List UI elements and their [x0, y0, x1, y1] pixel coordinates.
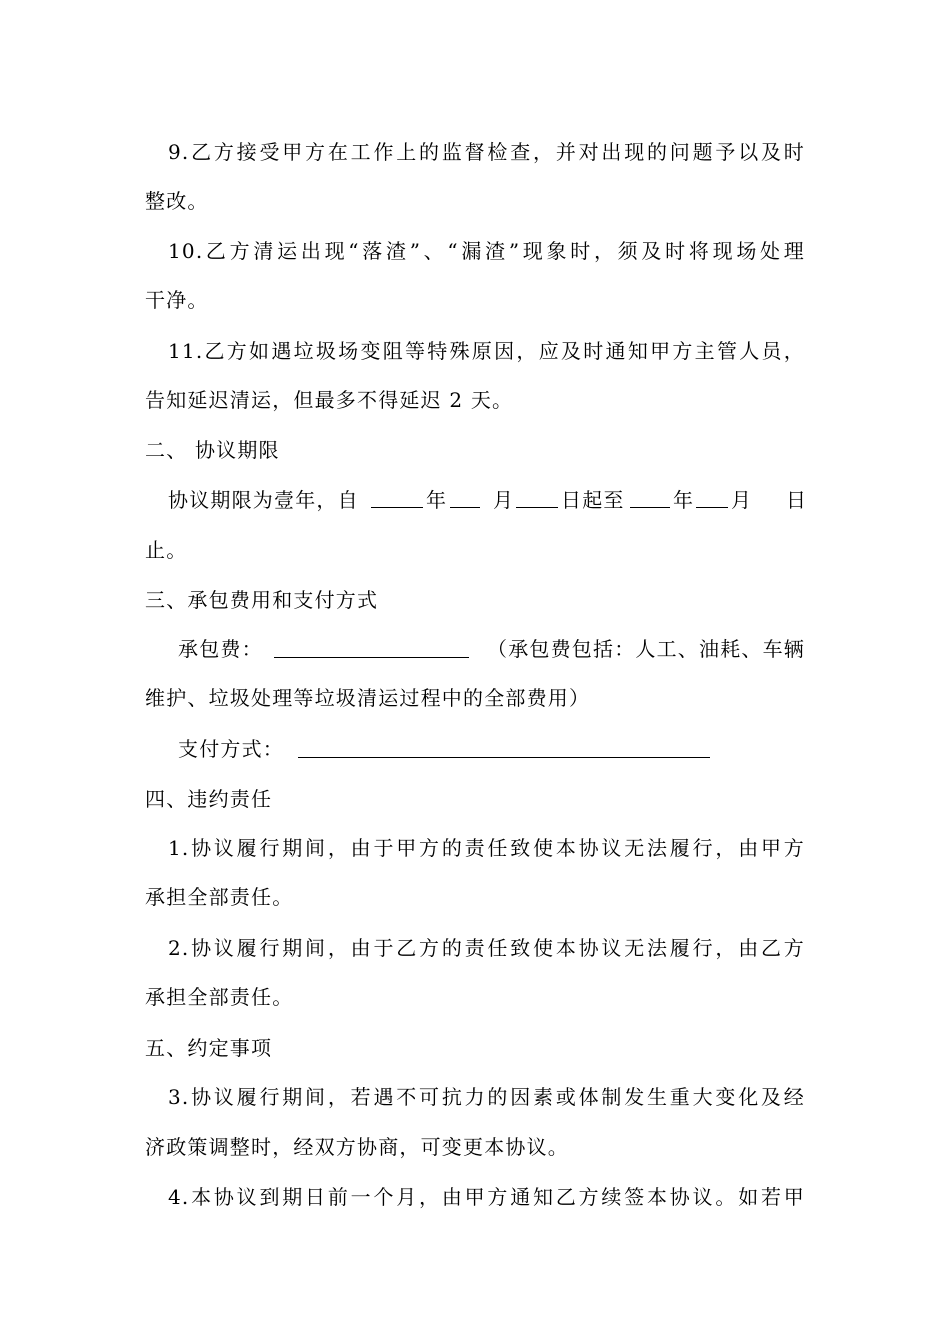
unit-year-2: 年	[673, 488, 695, 512]
clause-9-line-1: 9.乙方接受甲方在工作上的监督检查，并对出现的问题予以及时	[168, 140, 805, 164]
unit-month-2: 月	[731, 488, 753, 512]
section-2-heading: 二、 协议期限	[145, 438, 280, 462]
section-5-heading: 五、约定事项	[145, 1036, 273, 1060]
payment-blank[interactable]	[298, 735, 710, 758]
start-year-blank[interactable]	[371, 485, 423, 508]
clause-10-line-2: 干净。	[145, 288, 209, 312]
agreement-3-line-2: 济政策调整时，经双方协商，可变更本协议。	[145, 1135, 569, 1159]
payment-label: 支付方式：	[178, 737, 284, 761]
fee-blank[interactable]	[274, 635, 469, 658]
liability-1-line-2: 承担全部责任。	[145, 885, 294, 909]
clause-9-line-2: 整改。	[145, 189, 209, 213]
clause-11-line-2: 告知延迟清运，但最多不得延迟 2 天。	[145, 388, 514, 412]
section-3-heading: 三、承包费用和支付方式	[145, 588, 379, 612]
liability-2-line-2: 承担全部责任。	[145, 985, 294, 1009]
period-end: 止。	[145, 538, 188, 562]
clause-11-line-1: 11.乙方如遇垃圾场变阻等特殊原因，应及时通知甲方主管人员，	[168, 339, 805, 363]
liability-1-line-1: 1.协议履行期间，由于甲方的责任致使本协议无法履行，由甲方	[168, 836, 805, 860]
section-4-heading: 四、违约责任	[145, 787, 273, 811]
fee-note-line-1: （承包费包括：人工、油耗、车辆	[487, 637, 805, 661]
fee-note-line-2: 维护、垃圾处理等垃圾清运过程中的全部费用）	[145, 686, 591, 710]
fee-label: 承包费：	[178, 637, 263, 661]
agreement-period-line	[168, 485, 808, 515]
period-prefix: 协议期限为壹年，自	[168, 488, 359, 512]
liability-2-line-1: 2.协议履行期间，由于乙方的责任致使本协议无法履行，由乙方	[168, 936, 805, 960]
end-year-blank[interactable]	[630, 485, 670, 508]
payment-line	[178, 734, 805, 764]
unit-day: 日	[786, 488, 808, 512]
unit-year: 年	[426, 488, 448, 512]
agreement-3-line-1: 3.协议履行期间，若遇不可抗力的因素或体制发生重大变化及经	[168, 1085, 805, 1109]
clause-10-line-1: 10.乙方清运出现“落渣”、“漏渣”现象时，须及时将现场处理	[168, 239, 805, 263]
agreement-4-line-1: 4.本协议到期日前一个月，由甲方通知乙方续签本协议。如若甲	[168, 1185, 805, 1209]
unit-month: 月	[493, 488, 515, 512]
start-day-blank[interactable]	[516, 485, 558, 508]
fee-line	[178, 634, 805, 664]
start-month-blank[interactable]	[450, 485, 480, 508]
unit-day-from: 日起至	[561, 488, 625, 512]
end-month-blank[interactable]	[696, 485, 728, 508]
